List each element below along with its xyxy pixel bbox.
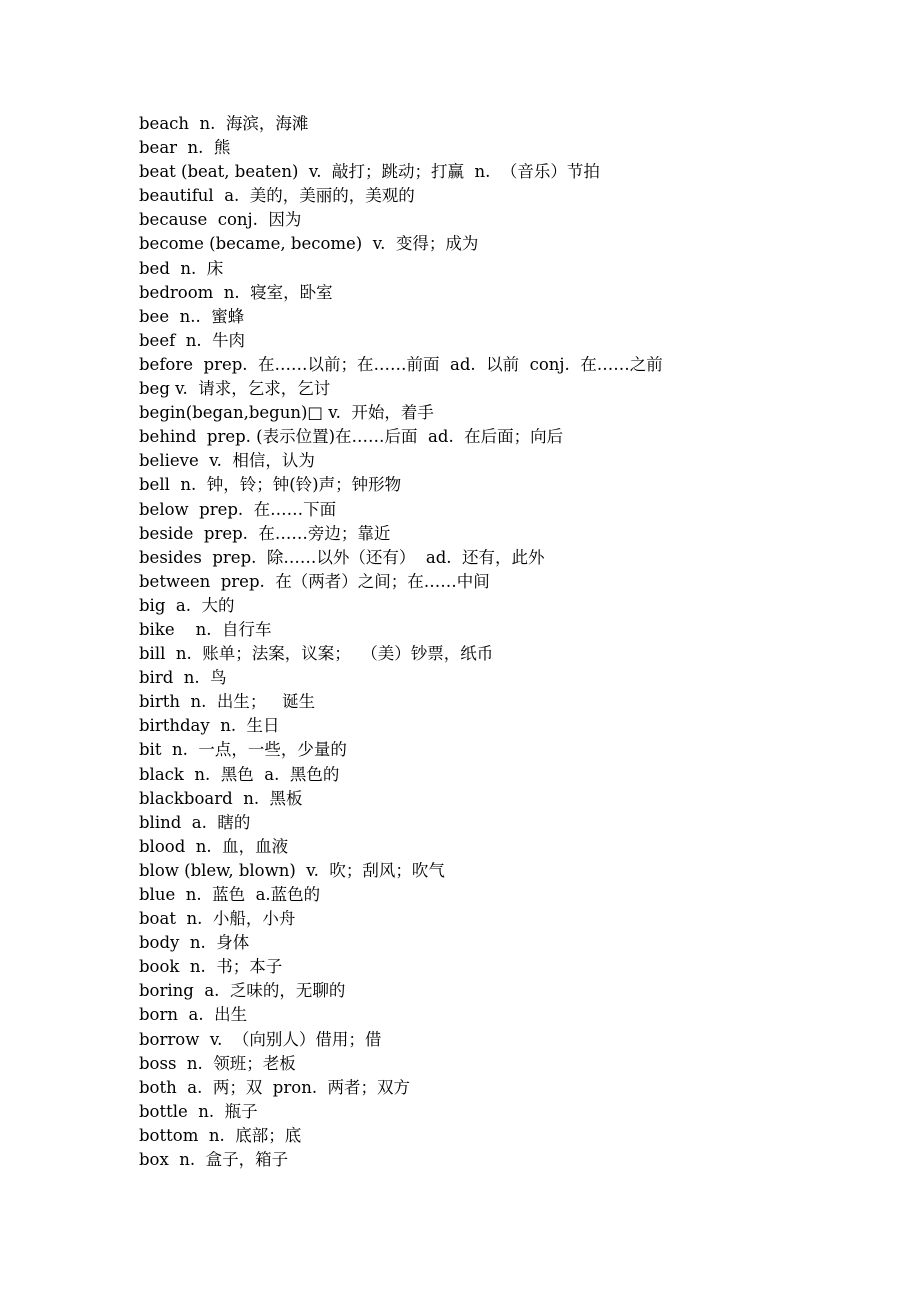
vocab-entry: beef n. 牛肉 <box>139 330 246 350</box>
vocab-entry: book n. 书；本子 <box>139 957 283 977</box>
vocab-entry: bit n. 一点，一些，少量的 <box>139 740 347 760</box>
vocab-entry: believe v. 相信，认为 <box>139 451 315 471</box>
vocab-entry: boring a. 乏味的，无聊的 <box>139 981 346 1001</box>
vocab-entry: beach n. 海滨，海滩 <box>139 114 309 133</box>
vocab-entry: bed n. 床 <box>139 258 224 278</box>
vocab-entry: bottom n. 底部；底 <box>139 1125 302 1145</box>
vocab-entry: boat n. 小船，小舟 <box>139 909 296 929</box>
vocab-entry: blow (blew, blown) v. 吹；刮风；吹气 <box>139 860 445 880</box>
vocab-entry: birthday n. 生日 <box>139 716 280 736</box>
vocab-entry: bear n. 熊 <box>139 138 231 158</box>
vocab-entry: big a. 大的 <box>139 595 235 615</box>
vocab-entry: besides prep. 除……以外（还有） ad. 还有，此外 <box>139 547 545 567</box>
vocab-entry: before prep. 在……以前；在……前面 ad. 以前 conj. 在……之前 <box>139 354 663 374</box>
vocab-entry: beat (beat, beaten) v. 敲打；跳动；打赢 n. （音乐）节拍 <box>139 162 600 182</box>
vocab-entry: body n. 身体 <box>139 933 250 953</box>
vocab-entry: bill n. 账单；法案，议案； （美）钞票，纸币 <box>139 644 494 664</box>
vocab-entry: bird n. 鸟 <box>139 668 227 688</box>
vocab-entry: blind a. 瞎的 <box>139 812 251 832</box>
vocab-entry: beside prep. 在……旁边；靠近 <box>139 523 391 543</box>
vocab-entry: beg v. 请求，乞求，乞讨 <box>139 379 331 399</box>
vocab-entry: beautiful a. 美的，美丽的，美观的 <box>139 186 415 206</box>
vocab-entry: bedroom n. 寝室，卧室 <box>139 282 333 302</box>
vocab-entry: blackboard n. 黑板 <box>139 788 303 808</box>
vocabulary-list <box>139 112 839 1172</box>
vocab-entry: below prep. 在……下面 <box>139 499 337 519</box>
vocab-entry: blue n. 蓝色 a.蓝色的 <box>139 885 321 904</box>
vocab-entry: bike n. 自行车 <box>139 619 272 639</box>
vocab-entry: born a. 出生 <box>139 1005 248 1025</box>
vocab-entry: box n. 盒子，箱子 <box>139 1150 289 1170</box>
vocab-entry: boss n. 领班；老板 <box>139 1053 296 1073</box>
vocab-entry: blood n. 血，血液 <box>139 836 289 856</box>
vocab-entry: behind prep. (表示位置)在……后面 ad. 在后面；向后 <box>139 427 564 447</box>
vocab-entry: bottle n. 瓶子 <box>139 1101 258 1121</box>
vocab-entry: because conj. 因为 <box>139 210 302 230</box>
vocab-entry: both a. 两；双 pron. 两者；双方 <box>139 1077 411 1097</box>
vocab-entry: between prep. 在（两者）之间；在……中间 <box>139 571 490 591</box>
vocab-entry: black n. 黑色 a. 黑色的 <box>139 764 340 784</box>
vocab-entry: begin(began,begun)□ v. 开始，着手 <box>139 403 434 423</box>
vocab-entry: borrow v. （向别人）借用；借 <box>139 1029 382 1049</box>
vocab-entry: birth n. 出生； 诞生 <box>139 692 316 712</box>
vocab-entry: bee n.. 蜜蜂 <box>139 306 245 326</box>
vocab-entry: bell n. 钟，铃；钟(铃)声；钟形物 <box>139 475 402 495</box>
vocab-entry: become (became, become) v. 变得；成为 <box>139 234 479 254</box>
